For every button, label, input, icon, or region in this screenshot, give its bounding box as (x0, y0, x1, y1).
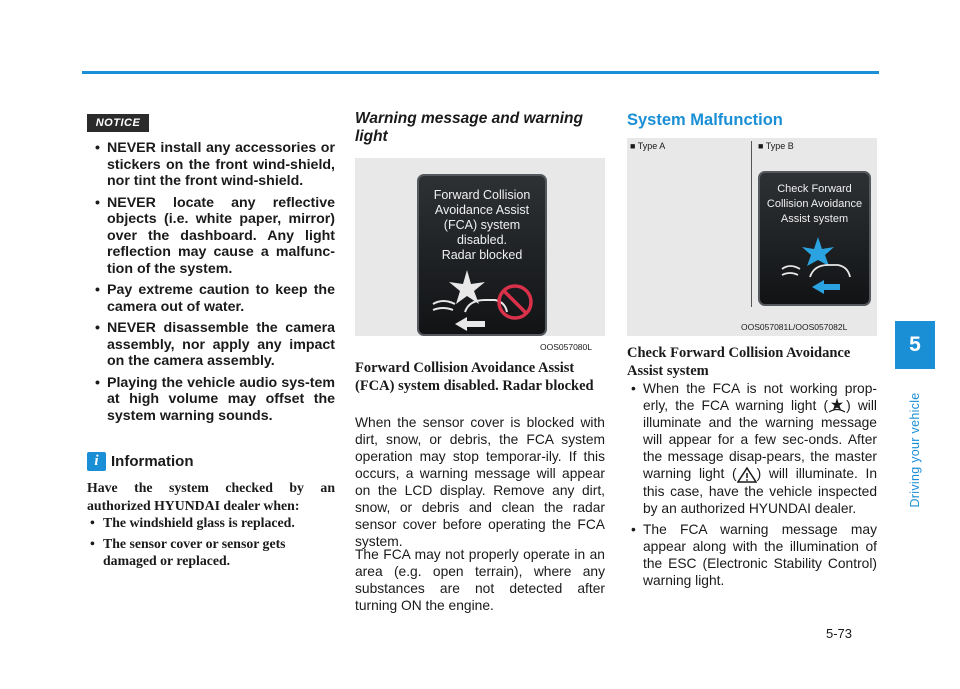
chapter-number-tab (895, 321, 935, 369)
notice-item: • Pay extreme caution to keep the camera out of water. (87, 282, 335, 315)
malfunction-item-text: ) will illuminate. In this case, have the vehicle inspected by an authorized HYUNDAI dealer. (643, 466, 878, 516)
malfunction-list (627, 380, 877, 593)
malfunction-heading: System Malfunction (627, 111, 783, 129)
collision-radar-blocked-icon (429, 268, 539, 332)
chapter-title-tab (895, 370, 935, 530)
figure-caption: OOS057081L/OOS057082L (741, 322, 848, 332)
information-intro: Have the system checked by an authorized HYUNDAI dealer when: (87, 480, 335, 513)
lcd-line: disabled. (456, 233, 508, 247)
header-rule (82, 71, 879, 74)
malfunction-item (627, 380, 877, 517)
malfunction-subheading: Check Forward Collision Avoidance Assist system (627, 345, 851, 379)
notice-list (87, 140, 335, 429)
figure-divider (751, 141, 752, 307)
information-icon: i (87, 452, 106, 471)
lcd-display (417, 174, 547, 336)
type-a-label: ■ Type A (630, 141, 666, 151)
lcd-line: Forward Collision (433, 188, 531, 202)
lcd-line: (FCA) system (443, 218, 521, 232)
lcd-line: Assist system (780, 213, 849, 225)
warning-subheading: Forward Collision Avoidance Assist (FCA) system disabled. Radar blocked (355, 360, 594, 394)
warning-paragraph: When the sensor cover is blocked with dirt, snow, or debris, the FCA system operation may stop temporar-ily. If this occurs, a warning message will appear on the LCD display. Remove any dirt, snow, or debris and clean the radar sensor cover before operating the FCA system. (355, 415, 605, 549)
radar-blocked-figure (355, 158, 605, 336)
malfunction-item-text: ) will illuminate and the warning message will appear for a few sec-onds. After the message disap-pears, the master warning light ( (643, 398, 877, 482)
malfunction-figure (627, 138, 877, 336)
malfunction-item-text: When the FCA is not working prop-erly, the FCA warning light ( (643, 381, 877, 413)
figure-caption: OOS057080L (540, 342, 592, 352)
type-b-label: ■ Type B (758, 141, 794, 151)
notice-item: • NEVER disassemble the camera assembly, nor apply any impact on the camera assembly. (87, 320, 335, 370)
warning-paragraph: The FCA may not properly operate in an area (e.g. open terrain), where any substances are not detected after turning ON the engine. (355, 547, 605, 613)
lcd-line: Radar blocked (441, 248, 523, 262)
notice-item: • Playing the vehicle audio sys-tem at high volume may offset the system warning sounds. (87, 375, 335, 425)
chapter-title: Driving your vehicle (908, 392, 922, 508)
master-warning-light-icon (737, 467, 757, 483)
page-number: 5-73 (826, 626, 853, 641)
chapter-number: 5 (909, 333, 921, 356)
warning-heading: Warning message and warning light (355, 110, 583, 145)
information-list (87, 514, 335, 573)
lcd-display (758, 171, 871, 306)
information-title: Information (111, 453, 194, 470)
notice-badge: NOTICE (87, 114, 149, 132)
lcd-line: Avoidance Assist (434, 203, 530, 217)
malfunction-item: • The FCA warning message may appear along with the illumination of the ESC (Electronic Stability Control) warning light. (627, 521, 877, 589)
lcd-line: Check Forward (777, 183, 852, 195)
forward-collision-warning-icon (778, 235, 856, 297)
notice-item: • NEVER install any accessories or stickers on the front wind-shield, nor tint the front wind-shield. (87, 140, 335, 190)
information-item: • The sensor cover or sensor gets damaged or replaced. (87, 535, 335, 570)
fca-warning-light-icon (828, 398, 846, 414)
notice-item: • NEVER locate any reflective objects (i.e. white paper, mirror) over the dashboard. Any light reflection may cause a malfunc-tion of the system. (87, 195, 335, 278)
lcd-line: Collision Avoidance (766, 198, 863, 210)
information-item: • The windshield glass is replaced. (87, 514, 335, 532)
